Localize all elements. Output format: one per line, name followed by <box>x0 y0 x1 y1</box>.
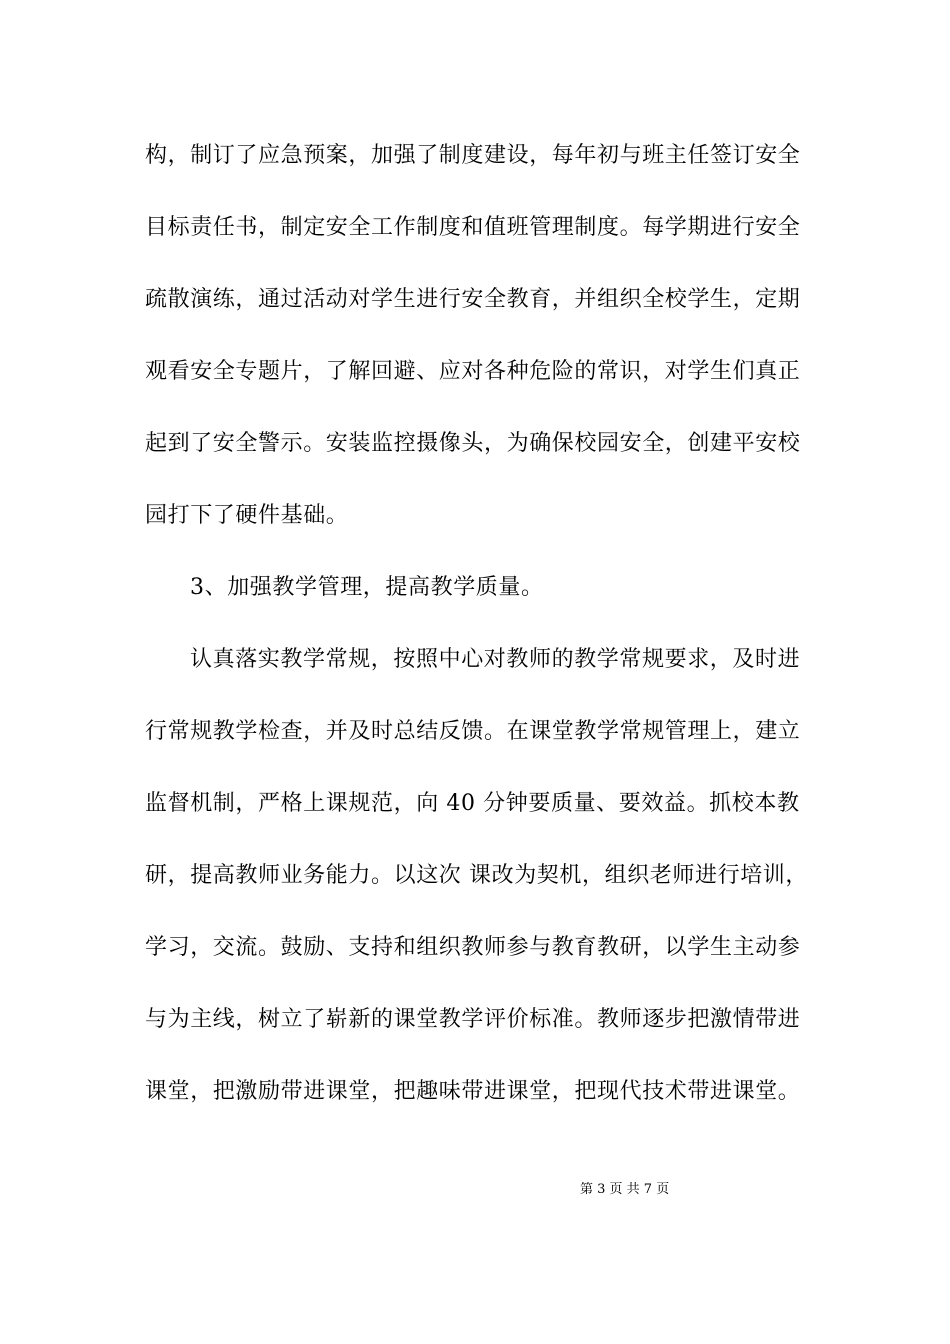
text-line: 构，制订了应急预案，加强了制度建设，每年初与班主任签订安全 <box>145 143 801 168</box>
text-line: 园打下了硬件基础。 <box>145 503 349 528</box>
page-number-footer: 第 3 页 共 7 页 <box>580 1182 670 1197</box>
text-line: 目标责任书，制定安全工作制度和值班管理制度。每学期进行安全 <box>145 215 801 240</box>
text-line: 认真落实教学常规，按照中心对教师的教学常规要求，及时进 <box>190 647 801 672</box>
text-line: 监督机制，严格上课规范，向 40 分钟要质量、要效益。抓校本教 <box>145 791 800 816</box>
text-line: 行常规教学检查，并及时总结反馈。在课堂教学常规管理上，建立 <box>145 719 801 744</box>
text-line: 课堂，把激励带进课堂，把趣味带进课堂，把现代技术带进课堂。 <box>145 1079 801 1104</box>
text-line: 观看安全专题片，了解回避、应对各种危险的常识，对学生们真正 <box>145 359 801 384</box>
text-line: 研，提高教师业务能力。以这次 课改为契机，组织老师进行培训， <box>145 863 808 888</box>
text-line: 学习，交流。鼓励、支持和组织教师参与教育教研，以学生主动参 <box>145 935 801 960</box>
text-line: 起到了安全警示。安装监控摄像头，为确保校园安全，创建平安校 <box>145 431 801 456</box>
text-line: 疏散演练，通过活动对学生进行安全教育，并组织全校学生，定期 <box>145 287 801 312</box>
section-heading: 3、加强教学管理，提高教学质量。 <box>190 575 544 600</box>
text-line: 与为主线，树立了崭新的课堂教学评价标准。教师逐步把激情带进 <box>145 1007 801 1032</box>
